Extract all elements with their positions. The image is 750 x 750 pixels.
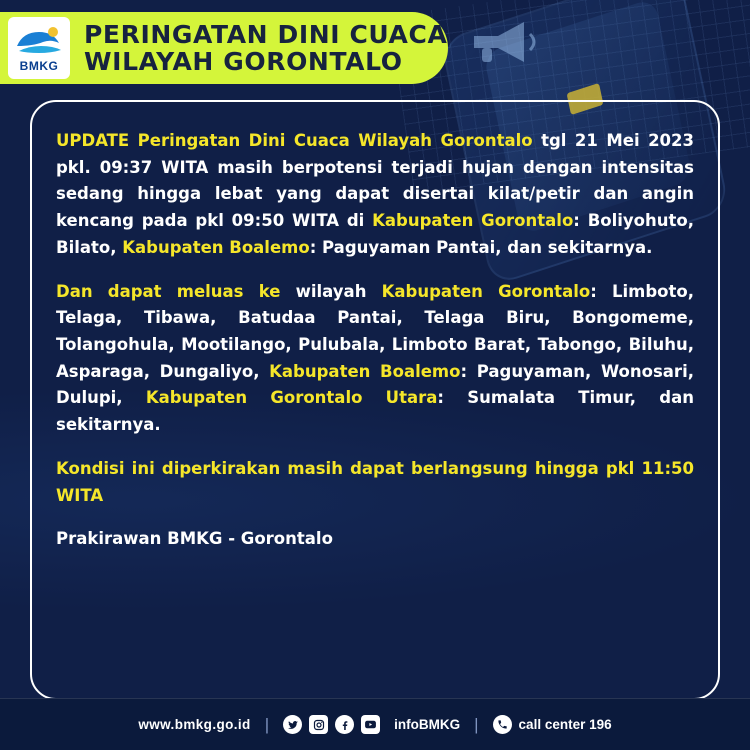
header-title-group bbox=[84, 21, 447, 75]
warning-paragraph-1 bbox=[56, 128, 694, 262]
bmkg-emblem-icon bbox=[13, 24, 65, 58]
footer-call-center-text: call center 196 bbox=[518, 717, 612, 732]
footer-call-center[interactable] bbox=[493, 715, 612, 734]
footer-bar bbox=[0, 698, 750, 750]
warning-paragraph-2 bbox=[56, 279, 694, 439]
p1-segment-2: tgl 21 Mei 2023 pkl. 09:37 WITA masih berpotensi terjadi hujan dengan intensitas sedang hingga lebat yang dapat disertai kilat/petir dan angin kencang pada pkl 09:50 WITA di bbox=[56, 131, 694, 231]
instagram-icon[interactable] bbox=[309, 715, 328, 734]
footer-social-handle[interactable]: infoBMKG bbox=[394, 717, 461, 732]
warning-content-card bbox=[30, 100, 720, 700]
page-title-line2: WILAYAH GORONTALO bbox=[84, 47, 403, 76]
forecaster-signature: Prakirawan BMKG - Gorontalo bbox=[56, 529, 333, 549]
p2-segment-1: Dan dapat meluas ke bbox=[56, 281, 281, 301]
p1-segment-5: Kabupaten Boalemo bbox=[122, 237, 310, 257]
phone-icon bbox=[493, 715, 512, 734]
facebook-icon[interactable] bbox=[335, 715, 354, 734]
p2-segment-4: : Limboto, Telaga, Tibawa, Batudaa Pantai, Telaga Biru, Bongomeme, Tolangohula, Mootilango, Pulubala, Limboto Barat, Tabongo, Biluhu, Asparaga, Dungaliyo, bbox=[56, 281, 694, 381]
p2-segment-2: wilayah bbox=[280, 281, 382, 301]
header-banner bbox=[0, 12, 448, 84]
bmkg-logo bbox=[8, 17, 70, 79]
p2-segment-3: Kabupaten Gorontalo bbox=[381, 281, 591, 301]
warning-duration-note: Kondisi ini diperkirakan masih dapat berlangsung hingga pkl 11:50 WITA bbox=[56, 458, 694, 505]
p2-segment-6: : Paguyaman, Wonosari, Dulupi, bbox=[56, 361, 694, 408]
footer-separator-2: | bbox=[474, 714, 479, 734]
footer-separator-1: | bbox=[264, 714, 270, 734]
p1-segment-1: UPDATE Peringatan Dini Cuaca Wilayah Gorontalo bbox=[56, 131, 533, 150]
megaphone-icon bbox=[468, 18, 542, 66]
page-title-line1: PERINGATAN DINI CUACA bbox=[84, 20, 448, 49]
p1-segment-3: Kabupaten Gorontalo bbox=[372, 211, 574, 231]
youtube-icon[interactable] bbox=[361, 715, 380, 734]
p1-segment-6: : Paguyaman Pantai, dan sekitarnya. bbox=[309, 237, 653, 257]
footer-social-icons bbox=[283, 715, 380, 734]
twitter-icon[interactable] bbox=[283, 715, 302, 734]
p2-segment-8: : Sumalata Timur, dan sekitarnya. bbox=[56, 388, 694, 435]
p1-segment-4: : Boliyohuto, Bilato, bbox=[56, 211, 694, 257]
bmkg-logo-text: BMKG bbox=[19, 58, 59, 73]
p2-segment-7: Kabupaten Gorontalo Utara bbox=[145, 388, 438, 408]
p2-segment-5: Kabupaten Boalemo bbox=[269, 361, 461, 381]
footer-website-link[interactable]: www.bmkg.go.id bbox=[138, 717, 251, 732]
